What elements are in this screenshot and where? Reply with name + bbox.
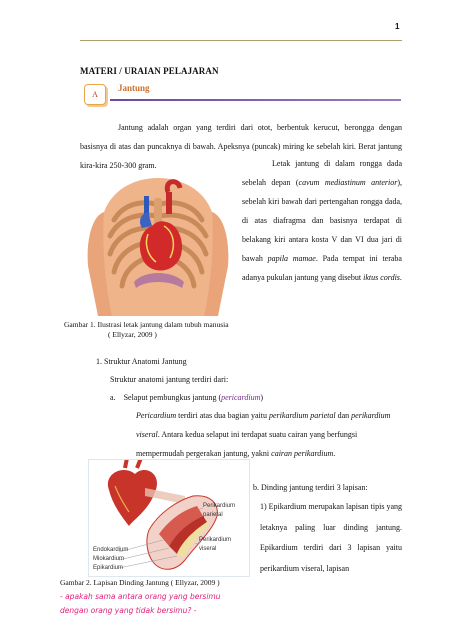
caption-line: Gambar 1. Ilustrasi letak jantung dalam tubuh manusia: [64, 320, 229, 329]
caption-line: ( Ellyzar, 2009 ): [108, 330, 157, 339]
label-miokardium: Miokardium: [93, 556, 125, 562]
term: perikardium viseral: [136, 411, 391, 439]
term-pericardium: pericardium: [221, 393, 261, 402]
struktur-heading: 1. Struktur Anatomi Jantung: [96, 357, 187, 366]
label-line: viseral: [199, 546, 217, 552]
torso-illustration: [82, 170, 234, 316]
figure-heart-in-torso: [82, 170, 234, 316]
handwritten-note: [60, 590, 220, 618]
figure-heart-wall-layers: [88, 459, 250, 577]
term: Pericardium: [136, 411, 177, 420]
text: . Pada tempat ini teraba adanya pukulan jantung yang disebut: [242, 254, 402, 282]
paragraph-intro: Jantung adalah organ yang terdiri dari otot, berbentuk kerucut, berongga dengan basisnya di atas dan puncaknya di bawah. Apeksnya (puncak) miring ke sebelah kiri. Berat jantung kira-kira 250-300 gram.: [80, 123, 402, 170]
text: . Antara kedua selaput ini terdapat suatu cairan yang berfungsi mempermudah pergerakan jantung, yakni: [136, 430, 358, 458]
text: Letak jantung di dalam rongga dada sebelah depan (: [242, 159, 402, 187]
text: .: [399, 273, 402, 282]
list-label: a.: [110, 393, 116, 402]
text: terdiri atas dua bagian yaitu: [176, 411, 269, 420]
note-line: - apakah sama antara orang yang bersimu: [60, 592, 221, 601]
figure2-caption: Gambar 2. Lapisan Dinding Jantung ( Ellyzar, 2009 ): [60, 578, 220, 587]
figure1-caption: [64, 320, 229, 340]
text: ), sebelah kiri bawah dari pertengahan rongga dada, di atas diafragma dan basisnya terdapat di belakang kiri antara kosta V dan VI dua jari di bawah: [242, 178, 402, 263]
item-a-body: [136, 406, 402, 463]
label-layers: [93, 546, 128, 573]
dinding-item-1: 1) Epikardium merupakan lapisan tipis yang letaknya paling luar dinding jantung. Epikardium terdiri dari 3 lapisan yaitu perikardium viseral, lapisan: [260, 502, 402, 573]
text: Selaput pembungkus jantung (: [123, 393, 222, 402]
note-line: dengan orang yang tidak bersimu? -: [60, 606, 197, 615]
label-endokardium: Endokardium: [93, 547, 129, 553]
text: dan: [335, 411, 352, 420]
section-heading: MATERI / URAIAN PELAJARAN: [80, 66, 219, 76]
label-line: Perikardium: [199, 537, 232, 543]
label-epikardium: Epikardium: [93, 565, 124, 571]
item-a: [110, 388, 410, 407]
label-line: parietal: [203, 512, 223, 518]
term: cairan perikardium: [271, 449, 334, 458]
title-rule: [110, 99, 401, 101]
label-line: Perikardium: [203, 503, 236, 509]
paragraph-location: [242, 154, 402, 287]
section-title: Jantung: [118, 83, 150, 93]
header-rule: [80, 40, 402, 41]
text: .: [333, 449, 336, 458]
term: perikardium parietal: [269, 411, 336, 420]
dinding-heading: b. Dinding jantung terdiri 3 lapisan:: [253, 483, 368, 492]
label-pericardium-viseral: [199, 536, 231, 554]
text: ): [260, 393, 264, 402]
term-cavum: cavum mediastinum anterior: [298, 178, 398, 187]
term-iktus: iktus cordis: [363, 273, 400, 282]
term-papila: papila mamae: [267, 254, 316, 263]
label-pericardium-parietal: [203, 502, 235, 520]
struktur-intro: Struktur anatomi jantung terdiri dari:: [110, 375, 229, 384]
page-number: 1: [395, 22, 400, 31]
section-badge: A: [84, 84, 106, 105]
